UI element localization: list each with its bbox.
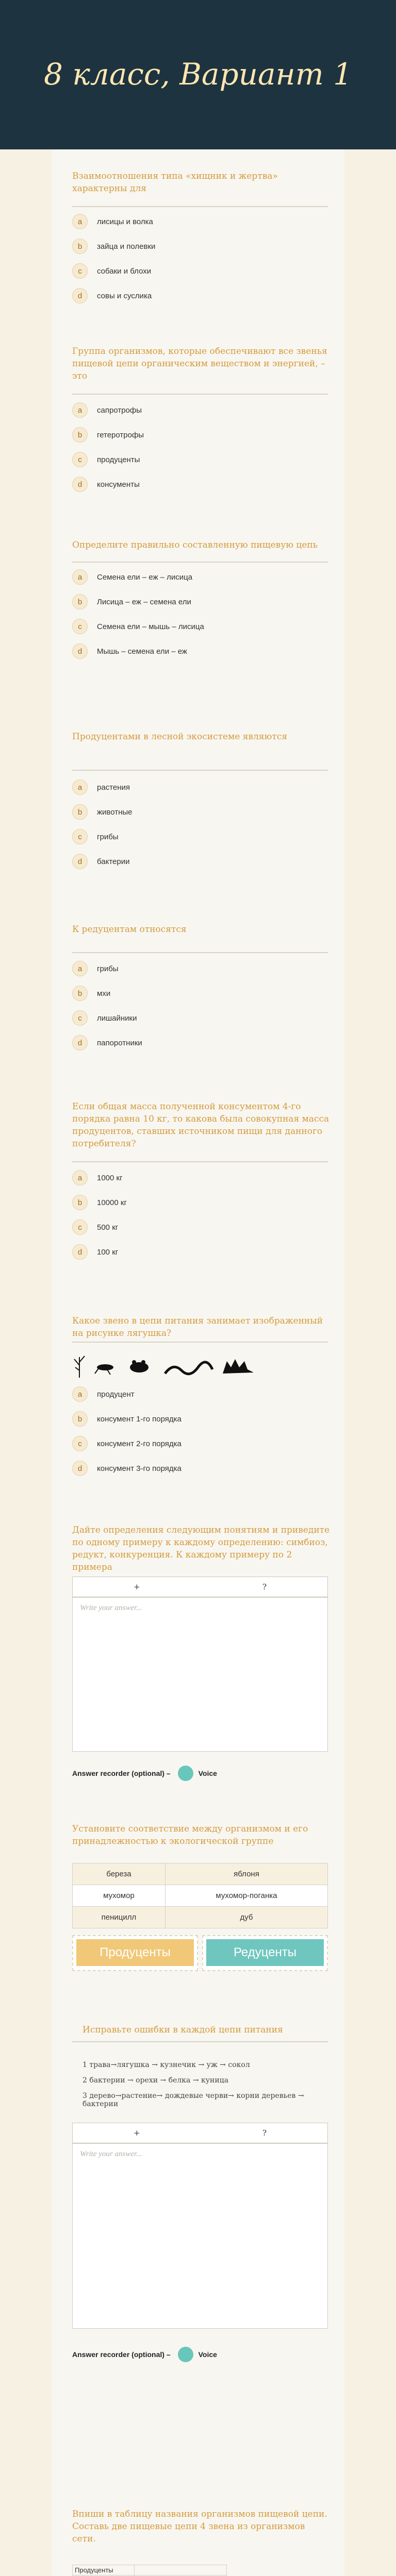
table-head-question: ? (262, 2128, 267, 2138)
recorder-label: Answer recorder (optional) – (72, 2350, 171, 2359)
drop-zone-label: Редуценты (206, 1939, 324, 1966)
option-letter: b (72, 239, 88, 254)
question-5-title: К редуцентам относятся (72, 924, 187, 935)
q3-option-d[interactable] (72, 641, 187, 662)
option-text: мхи (97, 989, 111, 998)
q3-option-c[interactable] (72, 616, 204, 637)
q4-option-b[interactable] (72, 802, 133, 822)
plant-icon (74, 1356, 85, 1378)
option-letter: c (72, 452, 88, 467)
food-chain-illustration (72, 1347, 258, 1380)
q5-option-b[interactable] (72, 983, 110, 1004)
option-text: продуценты (97, 455, 140, 464)
organism-cell[interactable]: мухомор-поганка (165, 1885, 327, 1907)
q8-answer-input[interactable] (72, 1597, 328, 1752)
q5-option-d[interactable] (72, 1032, 142, 1053)
food-chain-line-1: 1 трава→лягушка → кузнечик → уж → сокол (82, 2061, 250, 2069)
q7-option-d[interactable] (72, 1458, 182, 1479)
option-text: продуцент (97, 1389, 135, 1399)
option-text: Семена ели – мышь – лисица (97, 622, 204, 631)
q9-organism-table (72, 1863, 328, 1928)
option-text: консумент 1-го порядка (97, 1414, 182, 1423)
option-letter: a (72, 779, 88, 795)
option-letter: a (72, 569, 88, 585)
option-letter: b (72, 594, 88, 609)
question-divider (72, 952, 328, 953)
option-letter: a (72, 1386, 88, 1402)
organism-cell[interactable]: мухомор (73, 1885, 166, 1907)
q4-option-d[interactable] (72, 851, 129, 872)
page-title: 8 класс, Вариант 1 (43, 57, 353, 92)
option-letter: c (72, 263, 88, 279)
table-head-plus: + (134, 1582, 140, 1591)
option-letter: c (72, 1010, 88, 1026)
drop-zone-label: Продуценты (76, 1939, 194, 1966)
microphone-icon[interactable] (178, 1766, 193, 1781)
option-text: 10000 кг (97, 1198, 127, 1207)
option-text: грибы (97, 964, 119, 973)
option-letter: c (72, 829, 88, 844)
option-text: собаки и блохи (97, 266, 152, 276)
q1-option-b[interactable] (72, 236, 155, 257)
q2-option-c[interactable] (72, 449, 140, 470)
q5-option-a[interactable] (72, 958, 119, 979)
q2-option-d[interactable] (72, 474, 140, 495)
option-letter: d (72, 643, 88, 659)
q7-option-c[interactable] (72, 1433, 182, 1454)
option-letter: b (72, 1411, 88, 1427)
answer-placeholder: Write your answer... (80, 2150, 142, 2158)
option-text: грибы (97, 832, 119, 841)
option-text: 1000 кг (97, 1173, 123, 1182)
question-9-title: Установите соответствие между организмом и его принадлежностью к экологической группе (72, 1824, 308, 1846)
option-text: 100 кг (97, 1247, 119, 1257)
recorder-label: Answer recorder (optional) – (72, 1769, 171, 1777)
q3-option-a[interactable] (72, 567, 192, 587)
q6-option-c[interactable] (72, 1217, 118, 1238)
option-letter: a (72, 402, 88, 418)
q4-option-c[interactable] (72, 826, 119, 847)
option-text: растения (97, 783, 130, 792)
option-text: лисицы и волка (97, 217, 153, 226)
question-divider (72, 562, 328, 563)
organism-cell[interactable]: яблоня (165, 1863, 327, 1885)
question-divider (72, 2041, 328, 2042)
option-text: консумент 2-го порядка (97, 1439, 182, 1448)
table-head-plus: + (134, 2128, 140, 2138)
question-divider (72, 770, 328, 771)
microphone-icon[interactable] (178, 2347, 193, 2362)
question-11-title: Впиши в таблицу названия организмов пищевой цепи. Составь две пищевые цепи 4 звена из организмов сети. (72, 2509, 327, 2544)
option-letter: d (72, 1035, 88, 1050)
organism-cell[interactable]: пеницилл (73, 1907, 166, 1928)
option-letter: c (72, 1436, 88, 1451)
q11-food-chain-table (72, 2565, 227, 2576)
organism-cell[interactable]: береза (73, 1863, 166, 1885)
question-divider (72, 394, 328, 395)
option-letter: d (72, 477, 88, 492)
question-1-title: Взаимоотношения типа «хищник и жертва» характерны для (72, 171, 278, 194)
q1-option-d[interactable] (72, 285, 152, 306)
option-letter: b (72, 986, 88, 1001)
q1-option-a[interactable] (72, 211, 153, 232)
question-divider (72, 1161, 328, 1162)
answer-placeholder: Write your answer... (80, 1604, 142, 1612)
option-text: 500 кг (97, 1223, 119, 1232)
table-head-question: ? (262, 1582, 267, 1591)
question-divider (72, 1342, 328, 1343)
q6-option-d[interactable] (72, 1242, 118, 1262)
q2-option-a[interactable] (72, 400, 142, 420)
drop-zone-producers[interactable] (72, 1935, 198, 1971)
question-10-title: Исправьте ошибки в каждой цепи питания (82, 2025, 283, 2035)
option-text: Семена ели – еж – лисица (97, 572, 193, 582)
frog-icon (130, 1360, 148, 1372)
q5-option-c[interactable] (72, 1008, 137, 1028)
q6-option-a[interactable] (72, 1167, 123, 1188)
option-text: бактерии (97, 857, 130, 866)
question-3-title: Определите правильно составленную пищевую цепь (72, 540, 318, 550)
question-6-title: Если общая масса полученной консументом 4-го порядка равна 10 кг, то какова была совокупная масса продуцентов, ставших источником пищи для данного потребителя? (72, 1101, 329, 1149)
q1-option-c[interactable] (72, 261, 151, 281)
option-letter: b (72, 427, 88, 443)
question-4-title: Продуцентами в лесной экосистеме являются (72, 732, 288, 742)
question-7-title: Какое звено в цепи питания занимает изображенный на рисунке лягушка? (72, 1316, 323, 1338)
answer-recorder (72, 1763, 217, 1784)
option-letter: d (72, 854, 88, 869)
option-text: зайца и полевки (97, 242, 156, 251)
answer-recorder (72, 2344, 217, 2365)
option-letter: a (72, 214, 88, 229)
option-text: папоротники (97, 1038, 142, 1047)
option-text: лишайники (97, 1013, 137, 1023)
q10-answer-input[interactable] (72, 2143, 328, 2329)
option-letter: a (72, 961, 88, 976)
option-letter: d (72, 1461, 88, 1476)
food-chain-line-2: 2 бактерии → орехи → белка → куница (82, 2076, 229, 2084)
q7-option-b[interactable] (72, 1409, 182, 1429)
answer-table-header (72, 2123, 328, 2143)
option-text: Мышь – семена ели – еж (97, 647, 187, 656)
header (0, 0, 396, 149)
option-letter: a (72, 1170, 88, 1185)
option-text: животные (97, 807, 133, 817)
option-text: консумент 3-го порядка (97, 1464, 182, 1473)
hedgehog-icon (223, 1359, 254, 1374)
question-divider (72, 206, 328, 207)
option-letter: d (72, 288, 88, 303)
question-2-title: Группа организмов, которые обеспечивают все звенья пищевой цепи органическим веществом и энергией, – это (72, 346, 327, 381)
voice-label[interactable]: Voice (198, 2350, 217, 2359)
grasshopper-icon (95, 1364, 113, 1375)
option-text: совы и суслика (97, 291, 152, 300)
option-text: Лисица – еж – семена ели (97, 597, 191, 606)
drop-zone-reducers[interactable] (202, 1935, 328, 1971)
option-letter: c (72, 619, 88, 634)
option-letter: d (72, 1244, 88, 1260)
answer-table-header (72, 1577, 328, 1597)
q3-option-b[interactable] (72, 591, 191, 612)
option-text: консументы (97, 480, 140, 489)
option-letter: c (72, 1219, 88, 1235)
q7-option-a[interactable] (72, 1384, 135, 1404)
option-text: гетеротрофы (97, 430, 144, 439)
q6-option-b[interactable] (72, 1192, 127, 1213)
chain-cell[interactable] (135, 2565, 227, 2575)
q2-option-b[interactable] (72, 425, 144, 445)
organism-cell[interactable]: дуб (165, 1907, 327, 1928)
chain-level: Продуценты (73, 2565, 135, 2575)
q4-option-a[interactable] (72, 777, 130, 798)
food-chain-line-3: 3 дерево→растение→ дождевые черви→ корни деревьев → бактерии (82, 2092, 304, 2108)
question-8-title: Дайте определения следующим понятиям и приведите по одному примеру к каждому определению: симбиоз, редукт, конкуренция. К каждому примеру по 2 примера (72, 1525, 330, 1572)
voice-label[interactable]: Voice (198, 1769, 217, 1777)
snake-icon (165, 1362, 212, 1374)
option-letter: b (72, 804, 88, 820)
option-letter: b (72, 1195, 88, 1210)
option-text: сапротрофы (97, 405, 142, 415)
